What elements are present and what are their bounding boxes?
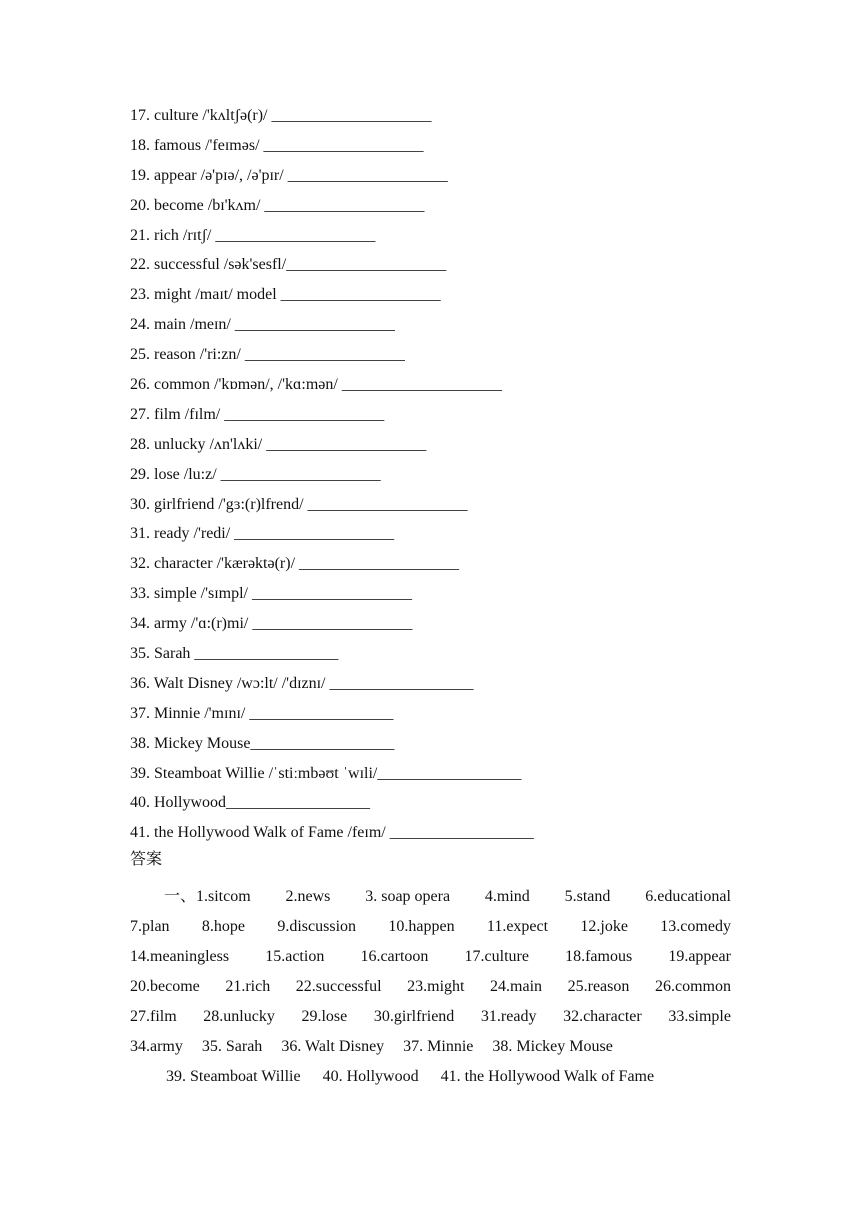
vocab-item: 26. common /'kɒmən/, /'kɑ:mən/ ____________________ bbox=[130, 376, 502, 394]
answer-line bbox=[130, 1062, 731, 1092]
answer-item: 26.common bbox=[654, 978, 731, 995]
answer-item: 6.educational bbox=[645, 888, 731, 905]
vocab-item: 19. appear /ə'pɪə/, /ə'pɪr/ ____________________ bbox=[130, 166, 448, 184]
answer-item: 17.culture bbox=[464, 948, 529, 965]
vocab-item: 21. rich /rɪtʃ/ ____________________ bbox=[130, 226, 376, 244]
vocab-item: 41. the Hollywood Walk of Fame /feɪm/ __________________ bbox=[130, 824, 534, 842]
answer-item: 39. Steamboat Willie bbox=[166, 1068, 301, 1085]
answer-item: 22.successful bbox=[295, 978, 382, 995]
vocab-item: 20. become /bɪ'kʌm/ ____________________ bbox=[130, 196, 425, 214]
answer-item: 10.happen bbox=[388, 918, 455, 935]
answer-line bbox=[130, 1032, 731, 1062]
vocab-item: 27. film /fɪlm/ ____________________ bbox=[130, 405, 385, 423]
answer-item: 5.stand bbox=[564, 888, 611, 905]
answer-item: 37. Minnie bbox=[403, 1038, 474, 1055]
answer-line bbox=[130, 882, 731, 912]
vocab-item: 29. lose /lu:z/ ____________________ bbox=[130, 465, 381, 483]
answer-item: 38. Mickey Mouse bbox=[492, 1038, 613, 1055]
answer-item: 2.news bbox=[285, 888, 331, 905]
answer-item: 30.girlfriend bbox=[373, 1008, 455, 1025]
vocab-item: 24. main /meɪn/ ____________________ bbox=[130, 316, 395, 334]
vocab-item: 30. girlfriend /'gɜ:(r)lfrend/ ____________________ bbox=[130, 495, 468, 513]
answer-item: 12.joke bbox=[580, 918, 628, 935]
vocab-item: 34. army /'ɑ:(r)mi/ ____________________ bbox=[130, 615, 413, 633]
vocab-item: 28. unlucky /ʌn'lʌki/ ____________________ bbox=[130, 435, 427, 453]
answer-item: 27.film bbox=[130, 1008, 177, 1025]
vocab-item: 33. simple /'sɪmpl/ ____________________ bbox=[130, 585, 412, 603]
answer-line bbox=[130, 942, 731, 972]
vocab-item: 37. Minnie /'mɪnɪ/ __________________ bbox=[130, 704, 394, 722]
answer-item: 34.army bbox=[130, 1038, 183, 1055]
answer-item: 4.mind bbox=[484, 888, 530, 905]
answer-item: 8.hope bbox=[201, 918, 245, 935]
answer-item: 28.unlucky bbox=[203, 1008, 275, 1025]
answer-item: 20.become bbox=[130, 978, 200, 995]
answer-item: 11.expect bbox=[486, 918, 549, 935]
vocab-item: 18. famous /'feɪməs/ ____________________ bbox=[130, 136, 424, 154]
answer-line bbox=[130, 1002, 731, 1032]
answer-item: 16.cartoon bbox=[360, 948, 429, 965]
vocab-item: 31. ready /'redi/ ____________________ bbox=[130, 525, 395, 543]
vocabulary-list bbox=[130, 101, 534, 848]
vocab-item: 36. Walt Disney /wɔ:lt/ /'dɪznɪ/ __________________ bbox=[130, 674, 474, 692]
answer-item: 15.action bbox=[265, 948, 325, 965]
answer-item: 35. Sarah bbox=[201, 1038, 263, 1055]
answer-item: 3. soap opera bbox=[365, 888, 451, 905]
answer-item: 7.plan bbox=[130, 918, 170, 935]
vocab-item: 40. Hollywood__________________ bbox=[130, 794, 370, 812]
answer-item: 9.discussion bbox=[277, 918, 357, 935]
answer-item: 14.meaningless bbox=[130, 948, 230, 965]
vocab-item: 32. character /'kærəktə(r)/ ____________________ bbox=[130, 555, 460, 573]
vocab-item: 23. might /maɪt/ model ____________________ bbox=[130, 286, 441, 304]
vocab-item: 39. Steamboat Willie /ˈstiːmbəʊt ˈwɪli/__________________ bbox=[130, 764, 522, 782]
vocab-item: 22. successful /sək'sesfl/____________________ bbox=[130, 256, 447, 274]
answer-item: 一、1.sitcom bbox=[164, 888, 251, 905]
answer-item: 25.reason bbox=[567, 978, 630, 995]
answer-item: 41. the Hollywood Walk of Fame bbox=[440, 1068, 655, 1085]
vocab-item: 25. reason /'ri:zn/ ____________________ bbox=[130, 346, 405, 364]
answer-item: 29.lose bbox=[301, 1008, 348, 1025]
answer-item: 13.comedy bbox=[660, 918, 731, 935]
vocab-item: 35. Sarah __________________ bbox=[130, 645, 339, 663]
answer-item: 21.rich bbox=[225, 978, 271, 995]
vocab-item: 17. culture /'kʌltʃə(r)/ ____________________ bbox=[130, 107, 432, 124]
answer-heading: 答案 bbox=[130, 851, 163, 868]
answer-item: 40. Hollywood bbox=[322, 1068, 419, 1085]
answer-item: 32.character bbox=[563, 1008, 642, 1025]
answer-item: 23.might bbox=[407, 978, 465, 995]
answer-line bbox=[130, 912, 731, 942]
answer-item: 31.ready bbox=[480, 1008, 537, 1025]
answer-item: 18.famous bbox=[565, 948, 633, 965]
answer-item: 36. Walt Disney bbox=[281, 1038, 385, 1055]
answer-line bbox=[130, 972, 731, 1002]
answer-item: 19.appear bbox=[668, 948, 731, 965]
answer-key bbox=[130, 882, 731, 1092]
answer-item: 33.simple bbox=[668, 1008, 731, 1025]
answer-item: 24.main bbox=[490, 978, 543, 995]
vocab-item: 38. Mickey Mouse__________________ bbox=[130, 734, 395, 752]
